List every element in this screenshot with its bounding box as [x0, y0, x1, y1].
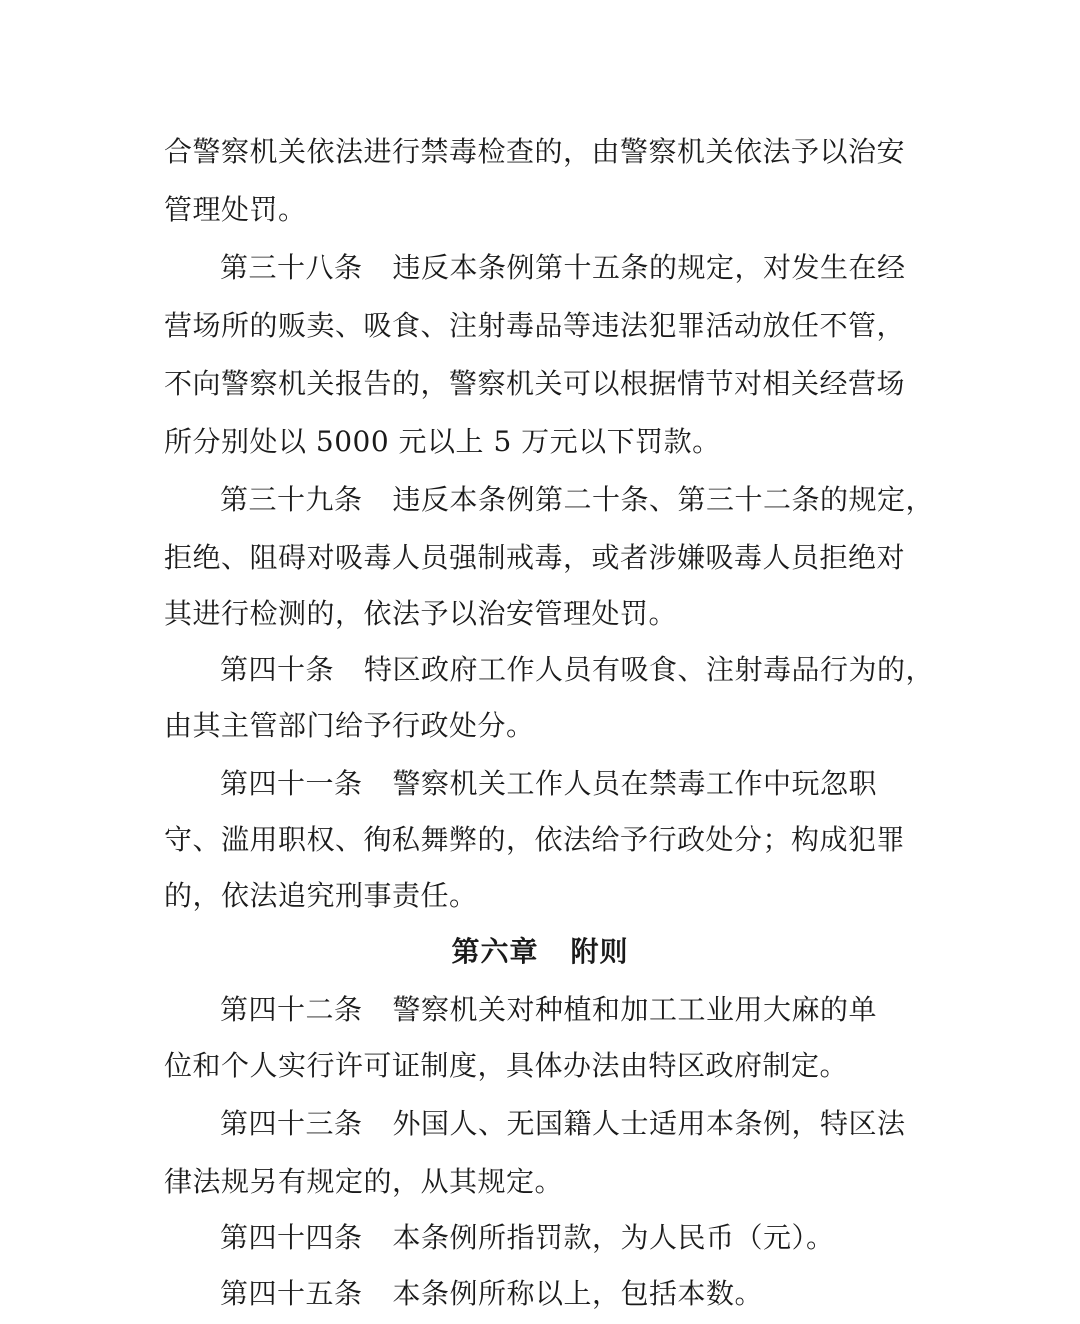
article-number: 第三十八条 [220, 251, 363, 284]
article-number: 第四十条 [220, 653, 335, 686]
article-39 [220, 480, 934, 520]
article-number: 第四十一条 [220, 767, 363, 800]
text-line: 合警察机关依法进行禁毒检查的，由警察机关依法予以治安 [164, 135, 906, 168]
article-text: 警察机关工作人员在禁毒工作中玩忽职 [392, 767, 878, 800]
text-line: 拒绝、阻碍对吸毒人员强制戒毒，或者涉嫌吸毒人员拒绝对 [164, 541, 906, 574]
article-number: 第四十三条 [220, 1107, 363, 1140]
article-text: 违反本条例第二十条、第三十二条的规定， [392, 483, 935, 516]
article-45 [220, 1274, 763, 1314]
text-line: 律法规另有规定的，从其规定。 [164, 1165, 564, 1198]
text-line: 营场所的贩卖、吸食、注射毒品等违法犯罪活动放任不管， [164, 309, 906, 342]
article-43 [220, 1104, 906, 1144]
text-line: 由其主管部门给予行政处分。 [164, 709, 535, 742]
article-text: 本条例所称以上，包括本数。 [392, 1277, 764, 1310]
article-text: 特区政府工作人员有吸食、注射毒品行为的， [364, 653, 935, 686]
chapter-heading [0, 932, 1080, 972]
text-line: 所分别处以 5000 元以上 5 万元以下罚款。 [164, 425, 721, 458]
article-text: 本条例所指罚款，为人民币（元）。 [392, 1221, 835, 1254]
article-40 [220, 650, 934, 690]
article-text: 违反本条例第十五条的规定，对发生在经 [392, 251, 906, 284]
chapter-title: 附则 [570, 935, 629, 968]
article-number: 第四十二条 [220, 993, 363, 1026]
text-line: 位和个人实行许可证制度，具体办法由特区政府制定。 [164, 1049, 849, 1082]
article-number: 第四十四条 [220, 1221, 363, 1254]
article-text: 外国人、无国籍人士适用本条例，特区法 [392, 1107, 906, 1140]
article-44 [220, 1218, 835, 1258]
article-41 [220, 764, 877, 804]
text-line: 不向警察机关报告的，警察机关可以根据情节对相关经营场 [164, 367, 906, 400]
text-line: 的，依法追究刑事责任。 [164, 879, 478, 912]
text-line: 守、滥用职权、徇私舞弊的，依法给予行政处分；构成犯罪 [164, 823, 906, 856]
article-42 [220, 990, 877, 1030]
article-number: 第四十五条 [220, 1277, 363, 1310]
text-line: 管理处罚。 [164, 193, 307, 226]
chapter-number: 第六章 [451, 935, 539, 968]
text-line: 其进行检测的，依法予以治安管理处罚。 [164, 597, 678, 630]
article-text: 警察机关对种植和加工工业用大麻的单 [392, 993, 878, 1026]
article-38 [220, 248, 906, 288]
article-number: 第三十九条 [220, 483, 363, 516]
